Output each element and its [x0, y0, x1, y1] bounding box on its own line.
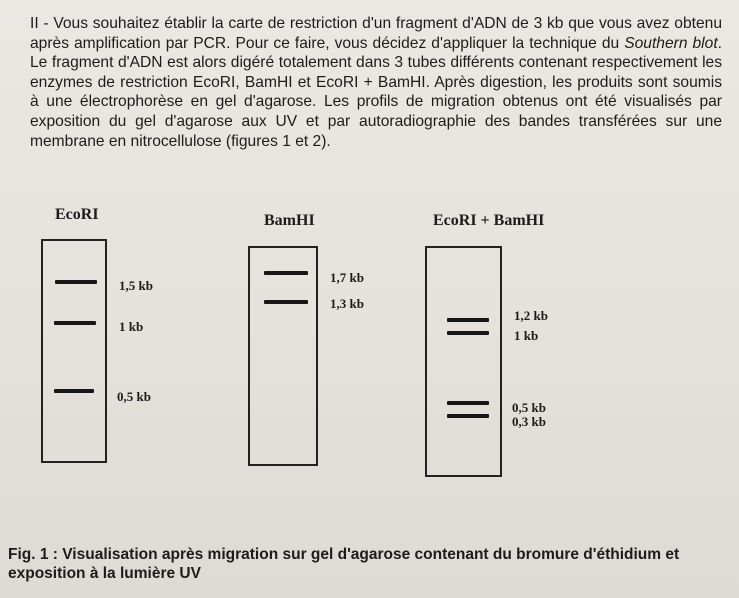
paragraph-text-part2: . Le fragment d'ADN est alors digéré totalement dans 3 tubes différents contenant respectivement les enzymes de restriction EcoRI, BamHI et EcoRI + BamHI. Après digestion, les produits sont soumis à une électrophorèse en gel d'agarose. Les profils de migration obtenus ont été visualisés par exposition du gel d'agarose aux UV et par autoradiographie des bandes transférées sur une membrane en nitrocellulose (figures 1 et 2).	[30, 34, 722, 150]
gel-ecori-title: EcoRI	[55, 206, 99, 223]
paragraph-italic-term: Southern blot	[624, 34, 718, 52]
gel-ecori-band-3	[54, 389, 94, 393]
gel-double-digest-band-1	[447, 318, 489, 322]
gel-ecori-band-label-1: 1,5 kb	[119, 278, 153, 293]
gel-double-digest-lane	[425, 246, 502, 477]
figure-caption: Fig. 1 : Visualisation après migration sur gel d'agarose contenant du bromure d'éthidium et exposition à la lumière UV	[8, 546, 680, 582]
gel-bamhi-band-label-2: 1,3 kb	[330, 296, 364, 311]
gel-double-digest-band-label-3: 0,5 kb	[512, 400, 546, 415]
gel-double-digest-title: EcoRI + BamHI	[433, 212, 545, 229]
gel-bamhi-title: BamHI	[264, 212, 315, 229]
gel-bamhi-band-1	[264, 271, 308, 275]
gel-double-digest-band-4	[447, 414, 489, 418]
gel-ecori-band-2	[54, 321, 96, 325]
gel-bamhi-band-2	[264, 300, 308, 304]
gel-bamhi-lane	[248, 246, 318, 466]
exercise-paragraph	[30, 14, 722, 151]
paragraph-text-part1: II - Vous souhaitez établir la carte de restriction d'un fragment d'ADN de 3 kb que vous avez obtenu après amplification par PCR. Pour ce faire, vous décidez d'appliquer la technique du	[30, 15, 722, 52]
gel-ecori-band-label-2: 1 kb	[119, 319, 144, 334]
gel-double-digest-band-label-4: 0,3 kb	[512, 414, 546, 429]
gel-ecori-lane	[41, 239, 107, 463]
gel-bamhi-band-label-1: 1,7 kb	[330, 270, 364, 285]
gel-double-digest-band-label-1: 1,2 kb	[514, 308, 548, 323]
gel-double-digest-band-label-2: 1 kb	[514, 328, 539, 343]
gel-double-digest-band-2	[447, 331, 489, 335]
gel-ecori-band-label-3: 0,5 kb	[117, 389, 151, 404]
gel-ecori-band-1	[55, 280, 97, 284]
gel-double-digest-band-3	[447, 401, 489, 405]
